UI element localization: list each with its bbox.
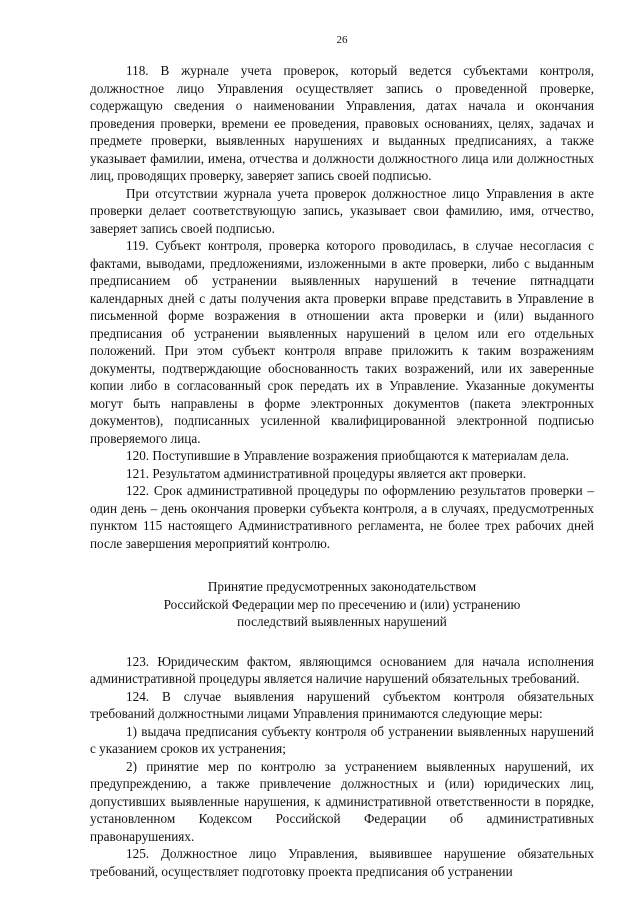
paragraph-118: 118. В журнале учета проверок, который ведется субъектами контроля, должностное лицо Управления осуществляет запись о проведенной проверке, содержащую сведения о наименовании Управления, датах начала и окончания проведения проверки, времени ее проведения, правовых основаниях, целях, задачах и предмете проверки, выявленных нарушениях и выданных предписаниях, а также указывает фамилии, имена, отчества и должности должностного лица или должностных лиц, проводящих проверку, заверяет запись своей подписью. — [90, 63, 594, 183]
paragraph-122: 122. Срок административной процедуры по оформлению результатов проверки – один день – день окончания проверки субъекта контроля, а в случаях, предусмотренных пунктом 115 настоящего Административного регламента, не более трех рабочих дней после завершения мероприятий контролю. — [90, 483, 594, 551]
page-number: 26 — [336, 34, 348, 46]
paragraph-125: 125. Должностное лицо Управления, выявившее нарушение обязательных требований, осуществляет подготовку проекта предписания об устранении — [90, 846, 594, 879]
section-heading-line-3: последствий выявленных нарушений — [237, 614, 447, 629]
paragraph-123: 123. Юридическим фактом, являющимся основанием для начала исполнения административной процедуры является наличие нарушений обязательных требований. — [90, 653, 594, 686]
paragraph-no-journal: При отсутствии журнала учета проверок должностное лицо Управления в акте проверки делает соответствующую запись, указывает свои фамилию, имя, отчество, заверяет запись своей подписью. — [90, 185, 594, 236]
paragraph-124: 124. В случае выявления нарушений субъектом контроля обязательных требований должностными лицами Управления принимаются следующие меры: — [90, 688, 594, 721]
section-heading-line-2: Российской Федерации мер по пресечению и (или) устранению — [163, 596, 521, 612]
paragraph-124-item-1: 1) выдача предписания субъекту контроля об устранении выявленных нарушений с указанием сроков их устранения; — [90, 723, 594, 756]
section-heading-line-1: Принятие предусмотренных законодательством — [207, 579, 477, 594]
paragraph-124-item-2: 2) принятие мер по контролю за устранением выявленных нарушений, их предупреждению, а также привлечение должностных и (или) юридических лиц, допустивших выявленные нарушения, к административной ответственности в порядке, установленном Кодексом Российской Федерации об административных правонарушениях. — [90, 758, 594, 844]
paragraph-121: 121. Результатом административной процедуры является акт проверки. — [126, 465, 527, 481]
document-body — [90, 62, 594, 880]
paragraph-119: 119. Субъект контроля, проверка которого проводилась, в случае несогласия с фактами, выводами, предложениями, изложенными в акте проверки, либо с выданным предписанием об устранении выявленных нарушений в течение пятнадцати календарных дней с даты получения акта проверки вправе представить в Управление в письменной форме возражения в отношении акта проверки и (или) выданного предписания об устранении выявленных нарушений в целом или его отдельных положений. При этом субъект контроля вправе приложить к таким возражениям документы, подтверждающие обоснованность таких возражений, или их заверенные копии либо в согласованный срок передать их в Управление. Указанные документы могут быть направлены в форме электронных документов (пакета электронных документов), подписанных усиленной квалифицированной электронной подписью проверяемого лица. — [90, 238, 594, 446]
paragraph-120: 120. Поступившие в Управление возражения приобщаются к материалам дела. — [126, 448, 570, 463]
section-heading — [90, 578, 594, 631]
